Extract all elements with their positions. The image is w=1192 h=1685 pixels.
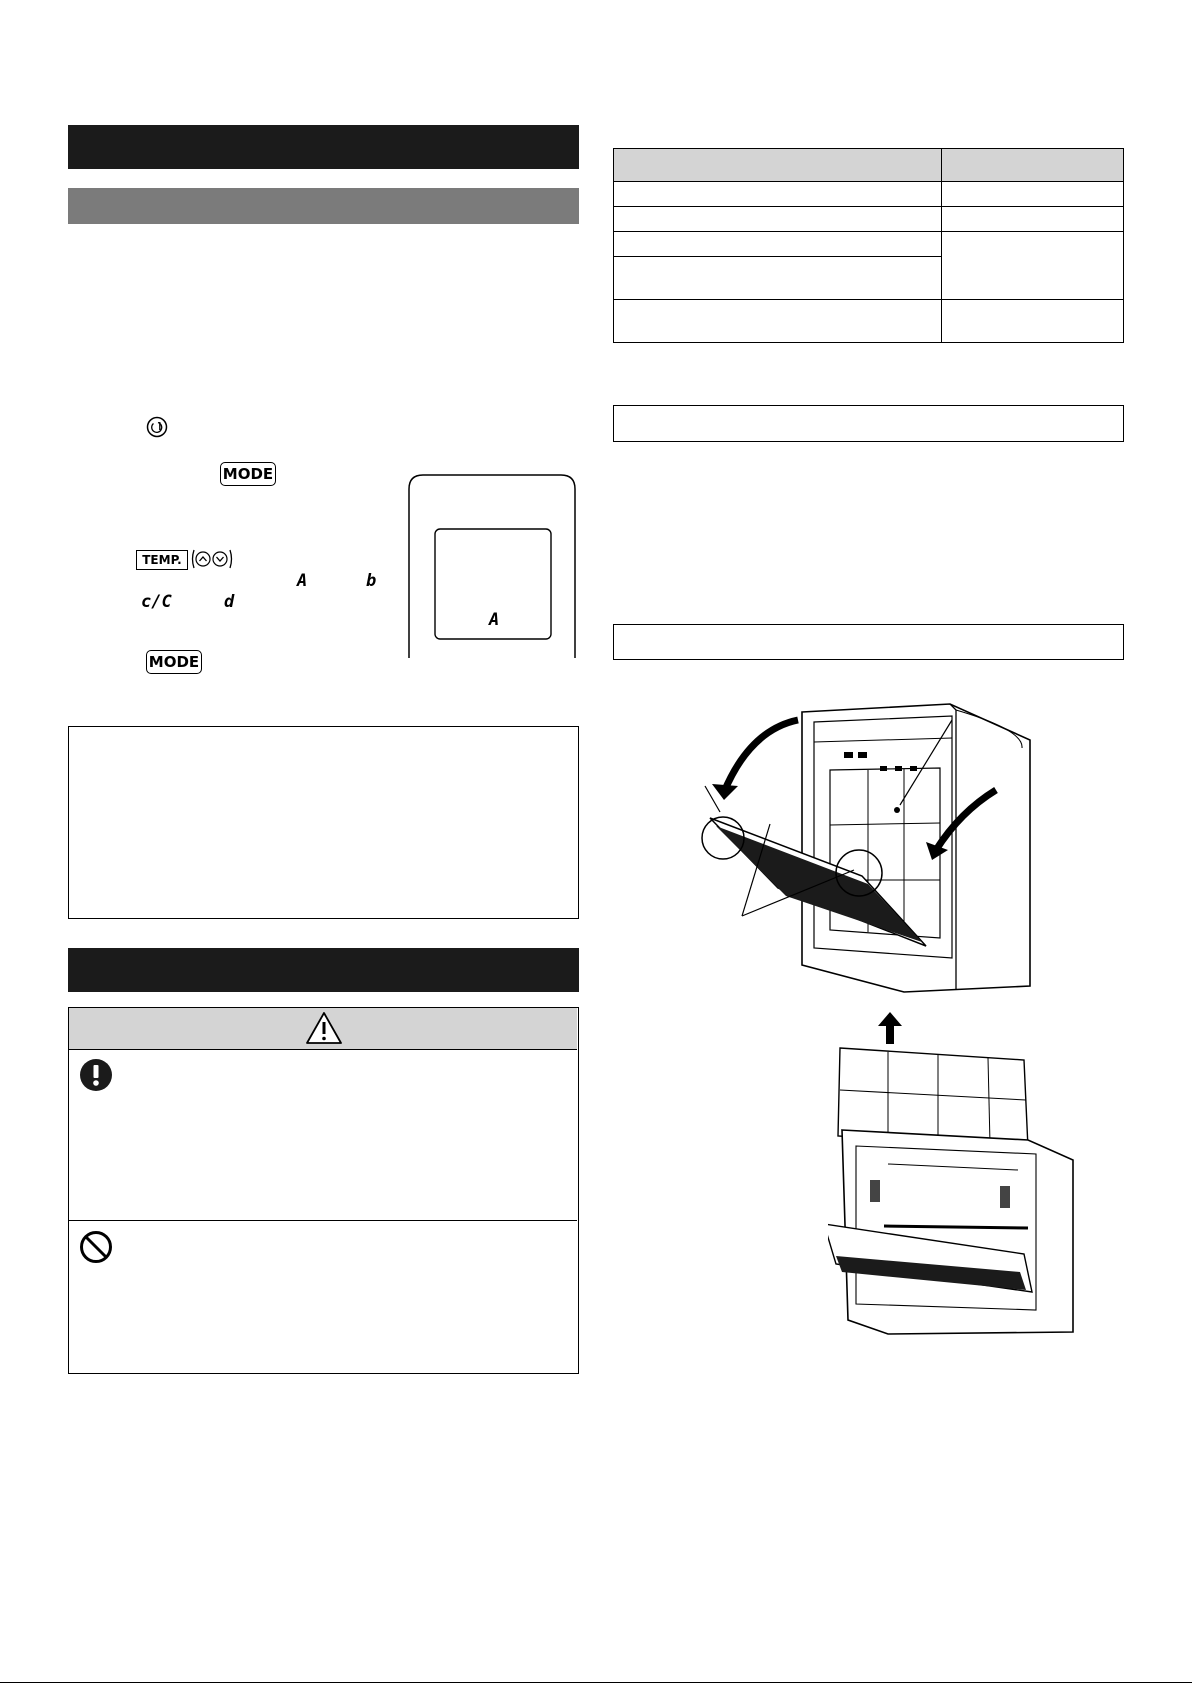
section-header-bar [68, 125, 579, 169]
mode-button-icon-2 [146, 650, 202, 674]
power-icon [146, 416, 168, 438]
mode-button-label: MODE [222, 465, 274, 483]
footer-rule [0, 1682, 1192, 1683]
temp-button-label: TEMP. [142, 553, 182, 567]
info-box-2 [613, 624, 1124, 660]
mandatory-action-icon [79, 1058, 113, 1092]
temp-arrows-icon [190, 548, 236, 570]
mode-button-icon [220, 462, 276, 486]
maintenance-header-bar [68, 948, 579, 992]
subsection-header-bar [68, 188, 579, 224]
setting-a-label: A [297, 571, 308, 591]
spec-table [613, 148, 1124, 343]
setting-b-label: b [366, 571, 377, 591]
info-box-1 [613, 405, 1124, 442]
filter-removal-illustration [828, 1010, 1083, 1340]
remote-display-value: A [489, 610, 500, 630]
setting-c-label: c/C [141, 592, 172, 612]
temp-button-icon [136, 550, 188, 570]
remote-control-illustration [407, 473, 577, 658]
note-box [68, 726, 579, 919]
panel-open-illustration [690, 700, 1040, 995]
prohibition-icon [79, 1230, 113, 1264]
warning-triangle-icon [305, 1011, 343, 1045]
warning-box [68, 1007, 579, 1374]
warning-divider [69, 1220, 577, 1221]
mode-button-label-2: MODE [148, 653, 200, 671]
setting-d-label: d [224, 592, 235, 612]
